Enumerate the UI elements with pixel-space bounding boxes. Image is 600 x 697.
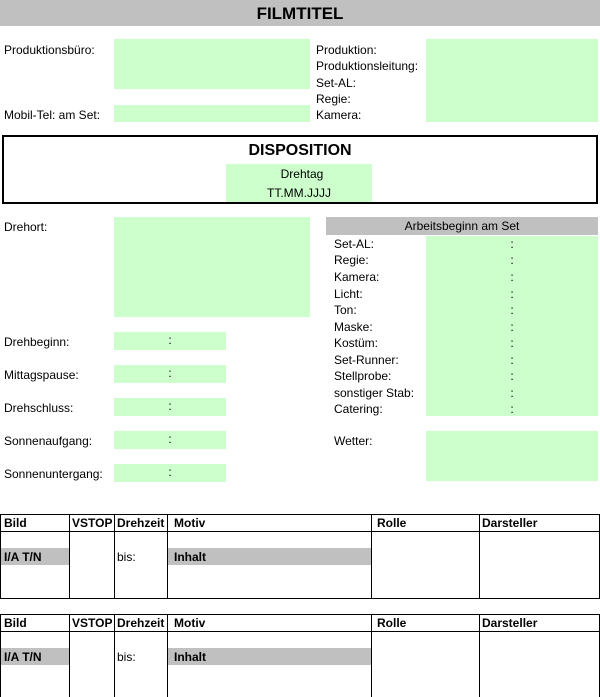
work-start-title: Arbeitsbeginn am Set [404,219,520,233]
shoot-start-field[interactable]: : [114,332,226,350]
work-start-label-light: Licht: [334,287,363,301]
work-start-label-sound: Ton: [334,303,357,317]
work-start-time-costume[interactable]: : [510,336,514,350]
wrap-field[interactable]: : [114,398,226,416]
production-office-label: Produktionsbüro: [4,43,95,57]
col-header-motif: Motiv [174,516,206,530]
work-start-label-camera: Kamera: [334,270,380,284]
weather-label: Wetter: [334,434,373,448]
col-header-role: Rolle [377,616,407,630]
work-start-time-camera[interactable]: : [510,270,514,284]
work-start-label-set-runner: Set-Runner: [334,353,399,367]
lunch-break-field[interactable]: : [114,365,226,383]
disposition-title: DISPOSITION [248,142,352,159]
work-start-time-makeup[interactable]: : [510,320,514,334]
work-start-label-director: Regie: [334,253,369,267]
sunrise-field[interactable]: : [114,431,226,449]
work-start-label-set-al: Set-AL: [334,237,375,251]
motif-content-label: Inhalt [174,650,206,664]
wrap-label: Drehschluss: [4,401,74,415]
col-header-shoot-time: Drehzeit [117,516,165,530]
col-header-actor: Darsteller [482,616,538,630]
sunset-field[interactable]: : [114,464,226,482]
motif-content-label: Inhalt [174,550,206,564]
work-start-label-catering: Catering: [334,402,383,416]
location-label: Drehort: [4,220,48,234]
col-header-motif: Motiv [174,616,206,630]
work-start-label-costume: Kostüm: [334,336,379,350]
lunch-break-label: Mittagspause: [4,368,79,382]
mobile-label: Mobil-Tel: am Set: [4,108,101,122]
sunset-label: Sonnenuntergang: [4,467,103,481]
work-start-time-other-crew[interactable]: : [510,386,514,400]
work-start-time-set-al[interactable]: : [510,237,514,251]
work-start-label-makeup: Maske: [334,320,373,334]
col-header-scene: Bild [4,516,27,530]
production-lead-label: Produktionsleitung: [316,59,419,73]
col-header-vstop: VSTOP [72,516,113,530]
col-header-role: Rolle [377,516,407,530]
director-label: Regie: [316,92,351,106]
work-start-time-set-runner[interactable]: : [510,353,514,367]
weather-field[interactable] [426,431,598,481]
shoot-start-label: Drehbeginn: [4,335,70,349]
work-start-time-light[interactable]: : [510,287,514,301]
until-label: bis: [117,650,136,664]
production-office-field[interactable] [114,39,310,89]
mobile-field[interactable] [114,105,310,122]
col-header-shoot-time: Drehzeit [117,616,165,630]
col-header-actor: Darsteller [482,516,538,530]
scene-sub-label: I/A T/N [4,550,42,564]
work-start-label-other-crew: sonstiger Stab: [334,386,415,400]
until-label: bis: [117,550,136,564]
work-start-time-catering[interactable]: : [510,402,514,416]
work-start-time-director[interactable]: : [510,253,514,267]
sunrise-label: Sonnenaufgang: [4,434,93,448]
set-al-label: Set-AL: [316,76,357,90]
work-start-label-rehearsal: Stellprobe: [334,369,392,383]
film-title: FILMTITEL [256,4,344,23]
scene-block-2 [0,614,600,697]
col-header-scene: Bild [4,616,27,630]
col-header-vstop: VSTOP [72,616,113,630]
crew-contact-field[interactable] [426,39,598,122]
shoot-day-label: Drehtag [280,167,324,181]
production-label: Produktion: [316,43,377,57]
location-field[interactable] [114,217,310,317]
date-field[interactable]: TT.MM.JJJJ [267,186,331,200]
work-start-time-rehearsal[interactable]: : [510,369,514,383]
work-start-time-sound[interactable]: : [510,303,514,317]
scene-sub-label: I/A T/N [4,650,42,664]
camera-label: Kamera: [316,108,362,122]
scene-block-1 [0,514,600,599]
